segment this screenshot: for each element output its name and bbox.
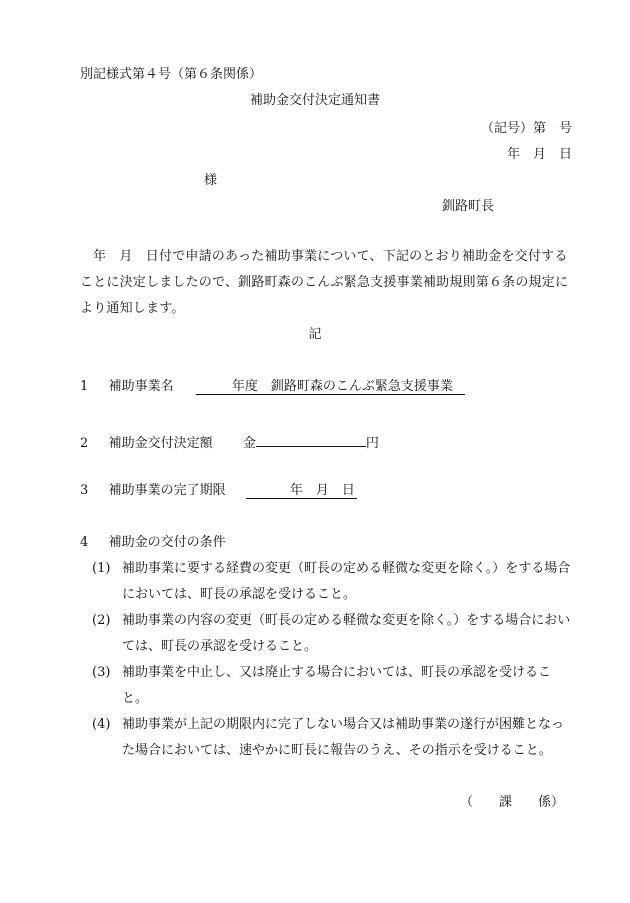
condition-4 bbox=[92, 712, 575, 764]
item-project-name bbox=[80, 378, 465, 396]
document-title: 補助金交付決定通知書 bbox=[249, 93, 380, 108]
condition-text: 補助事業の内容の変更（町長の定める軽微な変更を除く。）をする場合においては、町長の承認を受けること。 bbox=[122, 613, 571, 654]
department-footer: （ 課 係） bbox=[459, 795, 564, 810]
intro-paragraph: 年 月 日付で申請のあった補助事業について、下記のとおり補助金を交付することに決定しましたので、釧路町森のこんぶ緊急支援事業補助規則第６条の規定により通知します。 bbox=[80, 249, 569, 316]
amount-prefix: 金 bbox=[242, 436, 256, 451]
form-reference: 別記様式第４号（第６条関係） bbox=[80, 67, 263, 82]
item-label: 補助事業の完了期限 bbox=[108, 483, 226, 498]
condition-3 bbox=[92, 660, 575, 712]
document-number: （記号）第 号 bbox=[480, 121, 572, 136]
condition-number: (2) bbox=[92, 613, 111, 628]
addressee-suffix: 様 bbox=[204, 173, 218, 188]
condition-number: (3) bbox=[92, 665, 111, 680]
amount-suffix: 円 bbox=[365, 436, 379, 451]
condition-number: (4) bbox=[92, 717, 111, 732]
item-grant-amount bbox=[80, 430, 379, 453]
amount-blank bbox=[256, 430, 366, 447]
ki-heading: 記 bbox=[308, 327, 322, 342]
condition-number: (1) bbox=[92, 561, 111, 576]
condition-text: 補助事業を中止し、又は廃止する場合においては、町長の承認を受けること。 bbox=[122, 665, 552, 706]
project-name-value: 年度 釧路町森のこんぶ緊急支援事業 bbox=[196, 378, 465, 395]
condition-text: 補助事業に要する経費の変更（町長の定める軽微な変更を除く。）をする場合においては、町長の承認を受けること。 bbox=[122, 561, 571, 602]
item-grant-conditions bbox=[80, 534, 226, 552]
condition-2 bbox=[92, 608, 575, 660]
item-number: 2 bbox=[80, 436, 89, 451]
item-number: 1 bbox=[80, 379, 89, 394]
item-number: 4 bbox=[80, 535, 89, 550]
item-number: 3 bbox=[80, 483, 89, 498]
item-label: 補助金の交付の条件 bbox=[108, 535, 226, 550]
item-completion-deadline bbox=[80, 482, 357, 500]
issue-date: 年 月 日 bbox=[506, 147, 572, 162]
condition-text: 補助事業が上記の期限内に完了しない場合又は補助事業の遂行が困難となった場合においては、速やかに町長に報告のうえ、その指示を受けること。 bbox=[122, 717, 565, 758]
condition-1 bbox=[92, 556, 575, 608]
deadline-value: 年 月 日 bbox=[246, 482, 357, 499]
item-label: 補助金交付決定額 bbox=[108, 436, 213, 451]
sender-name: 釧路町長 bbox=[441, 199, 494, 214]
item-label: 補助事業名 bbox=[108, 379, 174, 394]
